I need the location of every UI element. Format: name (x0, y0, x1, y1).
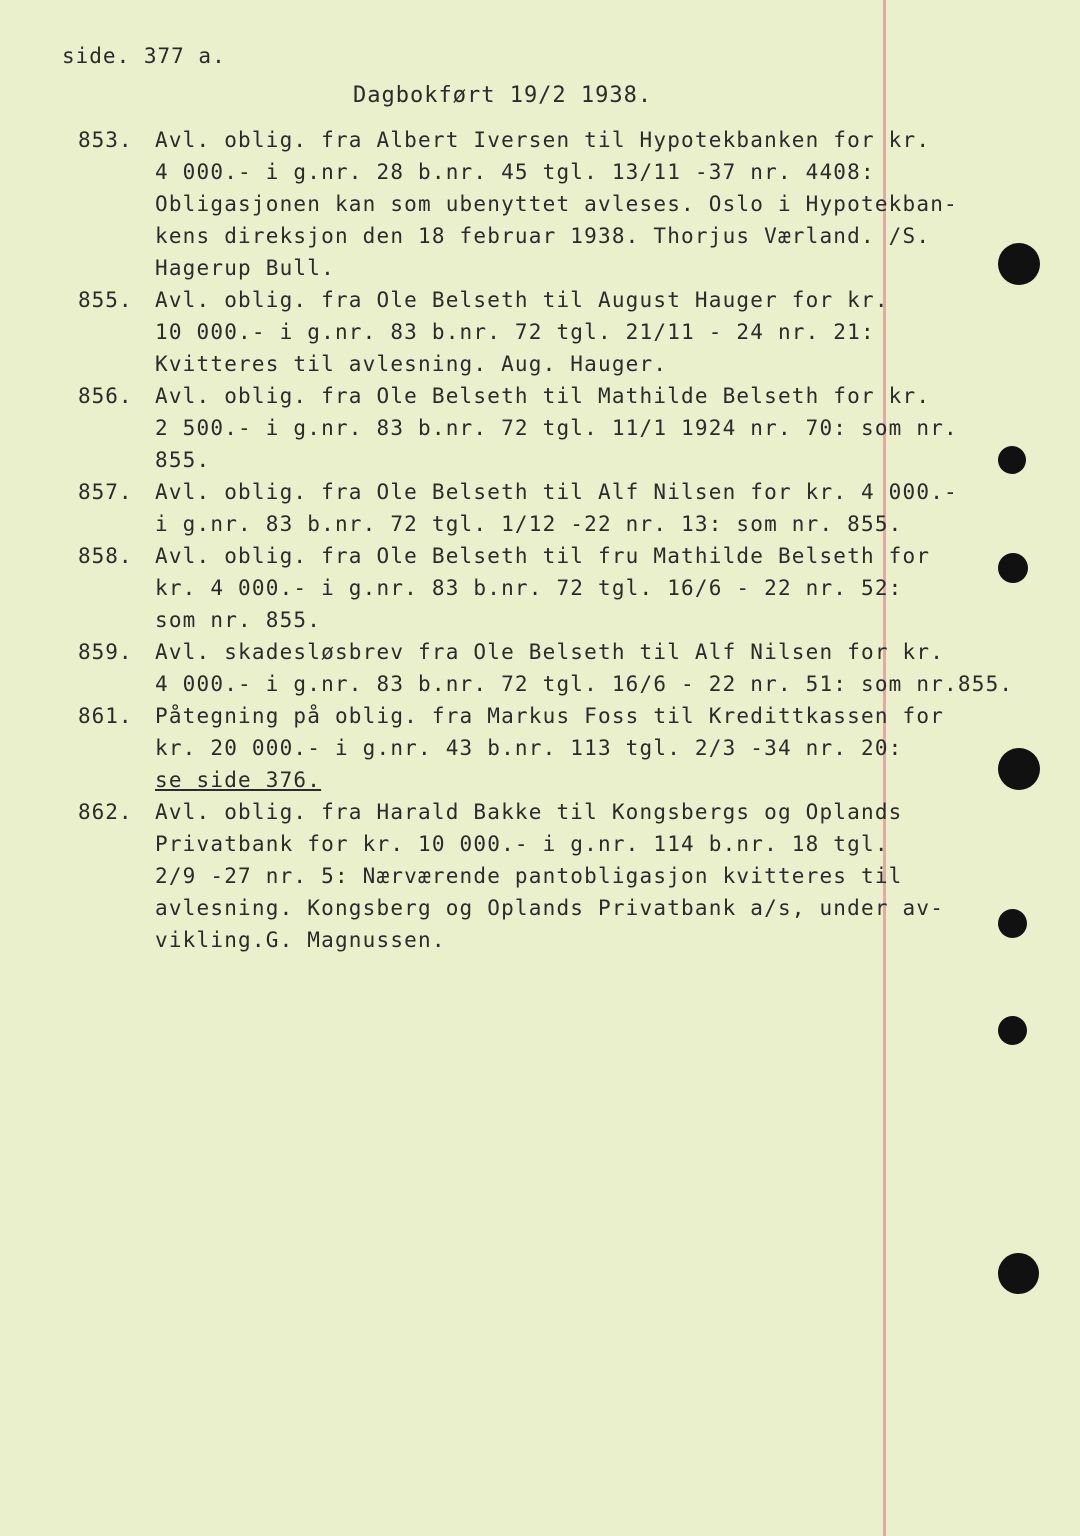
entry-line: Avl. oblig. fra Albert Iversen til Hypotekbanken for kr. (155, 128, 931, 152)
punch-hole (998, 446, 1026, 474)
entry-number: 853. (78, 128, 133, 152)
entry-line: i g.nr. 83 b.nr. 72 tgl. 1/12 -22 nr. 13: som nr. 855. (155, 512, 903, 536)
entry-line: Kvitteres til avlesning. Aug. Hauger. (155, 352, 668, 376)
entry-line: Avl. oblig. fra Harald Bakke til Kongsbergs og Oplands (155, 800, 903, 824)
entry-line: Avl. skadesløsbrev fra Ole Belseth til Alf Nilsen for kr. (155, 640, 945, 664)
entry-line: Privatbank for kr. 10 000.- i g.nr. 114 b.nr. 18 tgl. (155, 832, 889, 856)
entry-line: 855. (155, 448, 211, 472)
entry-line: vikling.G. Magnussen. (155, 928, 446, 952)
entry-line: 10 000.- i g.nr. 83 b.nr. 72 tgl. 21/11 - 24 nr. 21: (155, 320, 875, 344)
entry-line: Obligasjonen kan som ubenyttet avleses. Oslo i Hypotekban- (155, 192, 958, 216)
punch-hole (998, 553, 1028, 583)
entry-number: 861. (78, 704, 133, 728)
punch-hole (998, 1016, 1027, 1045)
entry-line: 2 500.- i g.nr. 83 b.nr. 72 tgl. 11/1 1924 nr. 70: som nr. (155, 416, 958, 440)
entry-number: 859. (78, 640, 133, 664)
entry-number: 857. (78, 480, 133, 504)
punch-hole (998, 243, 1040, 285)
entry-line: se side 376. (155, 768, 322, 792)
entry-line: kens direksjon den 18 februar 1938. Thorjus Værland. /S. (155, 224, 931, 248)
entry-line: avlesning. Kongsberg og Oplands Privatbank a/s, under av- (155, 896, 945, 920)
entry-line: 4 000.- i g.nr. 28 b.nr. 45 tgl. 13/11 -37 nr. 4408: (155, 160, 875, 184)
entry-line: kr. 4 000.- i g.nr. 83 b.nr. 72 tgl. 16/6 - 22 nr. 52: (155, 576, 903, 600)
entry-line: Avl. oblig. fra Ole Belseth til fru Mathilde Belseth for (155, 544, 931, 568)
entry-line: Avl. oblig. fra Ole Belseth til Mathilde Belseth for kr. (155, 384, 931, 408)
punch-hole (998, 909, 1027, 938)
punch-hole (998, 1253, 1039, 1294)
punch-hole (998, 748, 1040, 790)
entry-line: som nr. 855. (155, 608, 322, 632)
entry-line: Hagerup Bull. (155, 256, 335, 280)
entry-number: 856. (78, 384, 133, 408)
entry-number: 855. (78, 288, 133, 312)
entry-number: 862. (78, 800, 133, 824)
entry-line: 4 000.- i g.nr. 83 b.nr. 72 tgl. 16/6 - 22 nr. 51: som nr.855. (155, 672, 1014, 696)
entry-line: Avl. oblig. fra Ole Belseth til Alf Nilsen for kr. 4 000.- (155, 480, 958, 504)
entry-line: Avl. oblig. fra Ole Belseth til August Hauger for kr. (155, 288, 889, 312)
journal-date: Dagbokført 19/2 1938. (353, 83, 653, 108)
entry-line: 2/9 -27 nr. 5: Nærværende pantobligasjon kvitteres til (155, 864, 903, 888)
entry-line: kr. 20 000.- i g.nr. 43 b.nr. 113 tgl. 2/3 -34 nr. 20: (155, 736, 903, 760)
entry-line: Påtegning på oblig. fra Markus Foss til Kredittkassen for (155, 704, 945, 728)
page-number: side. 377 a. (62, 44, 226, 68)
entry-number: 858. (78, 544, 133, 568)
